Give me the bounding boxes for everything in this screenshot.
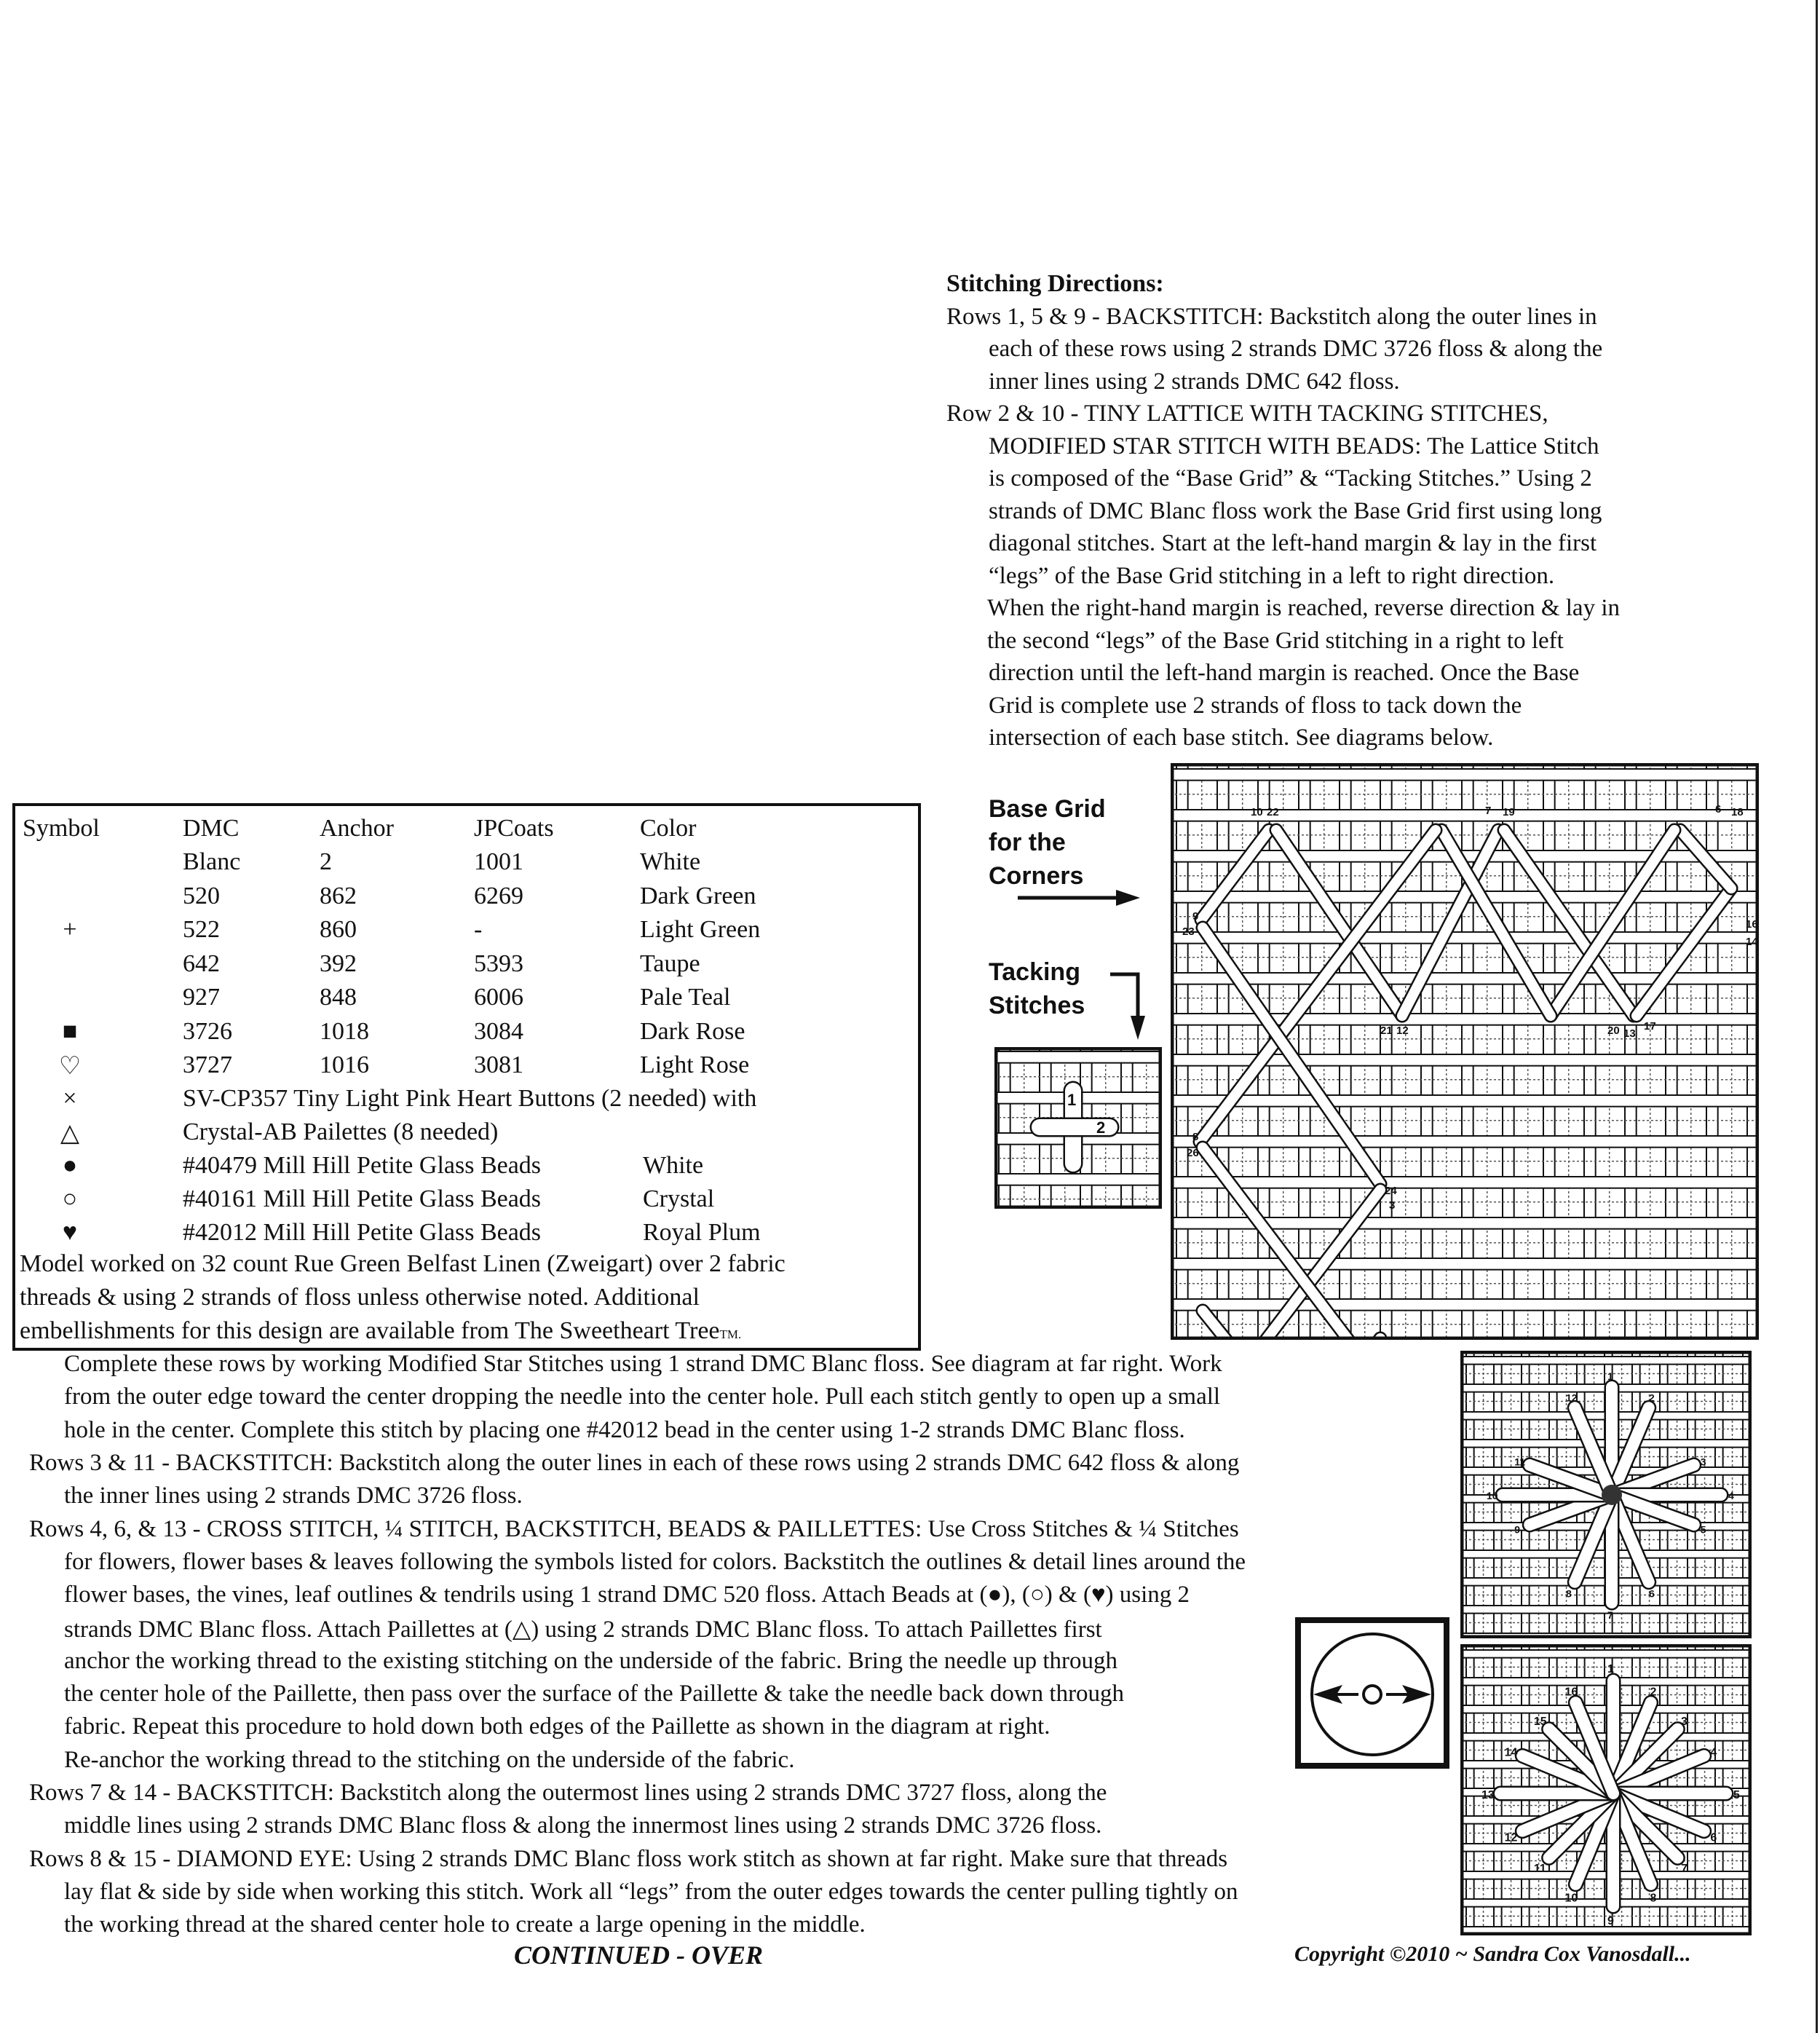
legend-color: Dark Green [640,882,756,909]
legend-symbol: ♡ [58,1053,82,1080]
header-dmc: DMC [183,815,240,842]
directions-line: MODIFIED STAR STITCH WITH BEADS: The Lattice Stitch [989,433,1599,459]
fabric-thread-horizontal [1171,1177,1759,1188]
legend-symbol: ● [62,1152,78,1179]
directions-line: the second “legs” of the Base Grid stitching in a right to left [987,627,1564,654]
stitch-number: 4 [1728,1490,1734,1501]
instruction-line: middle lines using 2 strands DMC Blanc floss & along the innermost lines using 2 strands DMC 3726 floss. [64,1812,1102,1839]
fabric-thread-vertical [1706,763,1718,1340]
copyright: Copyright ©2010 ~ Sandra Cox Vanosdall... [1294,1942,1691,1966]
stitch-number: 13 [1623,1027,1636,1040]
stitch-number: 12 [1504,1831,1518,1844]
legend-anchor: 1018 [320,1017,369,1045]
legend-symbol: ■ [62,1017,78,1045]
stitch-number: 13 [1481,1789,1495,1801]
stitch-number: 14 [1504,1746,1518,1759]
legend-color: Taupe [640,950,700,977]
legend-dmc: Blanc [183,848,241,875]
instruction-line: Complete these rows by working Modified Star Stitches using 1 strand DMC Blanc floss. See diagram at far right. Work [64,1351,1222,1377]
directions-line: Rows 1, 5 & 9 - BACKSTITCH: Backstitch along the outer lines in [946,303,1597,330]
legend-jpcoats: 3081 [474,1051,523,1078]
base-grid-label-line: for the [989,829,1066,856]
stitch-number: 22 [1267,806,1279,818]
fabric-thread-horizontal [1171,769,1759,781]
stitch-number: 5 [1733,1789,1740,1801]
base-grid-label [989,792,1106,893]
legend-symbol: △ [60,1120,80,1147]
fabric-thread-horizontal [1171,1299,1759,1311]
instruction-line: Rows 7 & 14 - BACKSTITCH: Backstitch along the outermost lines using 2 strands DMC 3727 floss, along the [29,1779,1107,1806]
stitch-number: 10 [1564,1892,1578,1905]
legend-color: White [640,848,701,875]
legend-jpcoats: 6006 [474,984,523,1011]
fabric-thread-horizontal [994,1174,1162,1185]
legend-note: Model worked on 32 count Rue Green Belfast Linen (Zweigart) over 2 fabric [20,1250,786,1277]
arrow-right-icon [1018,887,1142,909]
legend-jpcoats: 6269 [474,882,523,909]
legend-symbol: + [63,916,77,943]
legend-symbol: ♥ [62,1219,78,1246]
instruction-line: from the outer edge toward the center dropping the needle into the center hole. Pull each stitch gently to open up a small [64,1383,1221,1410]
stitch-number: 10 [1251,806,1263,818]
fabric-thread-vertical [1176,763,1188,1340]
stitch-number: 1 [1607,1663,1614,1675]
directions-line: Row 2 & 10 - TINY LATTICE WITH TACKING STITCHES, [946,400,1548,427]
legend-header [15,815,918,848]
directions-line: “legs” of the Base Grid stitching in a left to right direction. [989,562,1555,589]
base-grid-diagram [1171,763,1759,1340]
legend-jpcoats: 5393 [474,950,523,977]
legend-item-text: #40161 Mill Hill Petite Glass Beads [183,1185,542,1212]
legend-item-text: #40479 Mill Hill Petite Glass Beads [183,1152,542,1179]
legend-item-text: #42012 Mill Hill Petite Glass Beads [183,1219,542,1246]
stitch-number: 12 [1565,1391,1578,1404]
fabric-thread-horizontal [1460,1357,1752,1365]
directions-line: inner lines using 2 strands DMC 642 floss. [989,368,1400,395]
stitch-number: 21 [1380,1025,1393,1037]
diamond-eye-diagram [1460,1644,1752,1935]
legend-color: Crystal [643,1185,715,1212]
stitch-number: 4 [1710,1746,1717,1759]
stitch-number: 6 [1649,1587,1655,1600]
directions-title: Stitching Directions: [946,270,1164,297]
instruction-line: the center hole of the Paillette, then pass over the surface of the Paillette & take the needle back down through [64,1681,1125,1707]
fabric-thread-horizontal [994,1051,1162,1063]
legend-dmc: 522 [183,916,220,943]
stitch-number: 15 [1533,1715,1547,1728]
directions-line: Grid is complete use 2 strands of floss to tack down the [989,692,1522,719]
instruction-line: Re-anchor the working thread to the stitching on the underside of the fabric. [64,1746,795,1773]
header-color: Color [640,815,697,842]
legend-anchor: 862 [320,882,357,909]
stitch-number: 24 [1385,1185,1397,1197]
stitch-number: 3 [1389,1199,1396,1212]
page-edge [1816,0,1818,2033]
tacking-label-line: Stitches [989,992,1085,1019]
legend-anchor: 392 [320,950,357,977]
fabric-thread-vertical [1584,763,1596,1340]
arrow-down-icon [1110,968,1147,1041]
stitch-number: 11 [1533,1863,1546,1876]
stitch-number: 3 [1681,1715,1688,1728]
legend-dmc: 642 [183,950,220,977]
directions-line: strands of DMC Blanc floss work the Base Grid first using long [989,497,1602,524]
stitch-number: 7 [1681,1863,1688,1876]
stitching-directions [946,268,1740,754]
stitch-number: 19 [1503,806,1515,818]
stitch-number: 1 [1067,1091,1077,1109]
stitch-number: 9 [1192,910,1199,923]
legend-jpcoats: - [474,916,483,943]
legend-row [15,950,918,984]
header-symbol: Symbol [23,815,100,842]
base-grid-label-line: Corners [989,862,1084,890]
instruction-line: lay flat & side by side when working this stitch. Work all “legs” from the outer edges towards the center pulling tightly on [64,1878,1238,1905]
legend-item [15,1118,918,1152]
fabric-thread-vertical [1299,763,1310,1340]
legend-jpcoats: 3084 [474,1017,523,1045]
stitch-number: 8 [1650,1892,1657,1905]
legend-row [15,984,918,1017]
stitch-number: 12 [1396,1025,1409,1037]
legend-item [15,1085,918,1118]
tacking-stitches-label [989,955,1085,1022]
legend-anchor: 860 [320,916,357,943]
stitch-number: 6 [1710,1831,1717,1844]
legend-item [15,1152,918,1185]
legend-note: threads & using 2 strands of floss unless otherwise noted. Additional [20,1284,700,1311]
bead-icon [1602,1485,1622,1505]
legend-color: White [643,1152,704,1179]
instruction-line: fabric. Repeat this procedure to hold down both edges of the Paillette as shown in the diagram at right. [64,1713,1051,1740]
legend-symbol: ○ [62,1185,78,1212]
legend-dmc: 520 [183,882,220,909]
legend-row [15,1051,918,1085]
legend-item [15,1185,918,1219]
stitch-number: 2 [1649,1391,1655,1404]
fabric-thread-vertical [1462,763,1473,1340]
stitch-number: 20 [1607,1025,1620,1037]
legend-color: Royal Plum [643,1219,761,1246]
stitch-number: 2 [1096,1118,1106,1137]
legend-dmc: 927 [183,984,220,1011]
stitch-number: 10 [1487,1490,1498,1501]
fabric-thread-vertical [1625,763,1637,1340]
fabric-thread-horizontal [1171,1258,1759,1270]
stitch-number: 18 [1731,806,1744,818]
fabric-thread-vertical [1380,763,1392,1340]
stitch-number: 9 [1514,1523,1520,1536]
instruction-line: strands DMC Blanc floss. Attach Paillettes at (△) using 2 strands DMC Blanc floss. To attach Paillettes first [64,1616,1102,1643]
legend-anchor: 848 [320,984,357,1011]
instruction-line: the working thread at the shared center hole to create a large opening in the middle. [64,1911,866,1938]
stitch-number: 8 [1192,1131,1199,1143]
legend-row [15,1018,918,1051]
stitch-number: 26 [1187,1147,1199,1159]
instruction-line: the inner lines using 2 strands DMC 3726 floss. [64,1483,523,1509]
directions-line: intersection of each base stitch. See diagrams below. [989,725,1494,751]
directions-line: direction until the left-hand margin is reached. Once the Base [989,660,1580,686]
stitch-number: 3 [1700,1456,1706,1468]
legend-symbol: × [63,1085,77,1112]
fabric-thread-vertical [1543,763,1555,1340]
tacking-label-line: Tacking [989,958,1080,986]
instruction-line: Rows 3 & 11 - BACKSTITCH: Backstitch along the outer lines in each of these rows using 2 strands DMC 642 floss & along [29,1449,1240,1476]
legend-item-text: SV-CP357 Tiny Light Pink Heart Buttons (2 needed) with [183,1085,757,1112]
legend-anchor: 1016 [320,1051,369,1078]
header-anchor: Anchor [320,815,394,842]
legend-note-text: embellishments for this design are available from The Sweetheart Tree [20,1317,720,1344]
legend-jpcoats: 1001 [474,848,523,875]
legend-color: Dark Rose [640,1017,745,1045]
legend-note [20,1317,741,1345]
header-jpcoats: JPCoats [474,815,554,842]
fabric-thread-horizontal [1460,1650,1752,1658]
tacking-stitch-diagram [994,1047,1162,1209]
stitch-number: 1 [1607,1370,1613,1382]
stitch-number: 16 [1746,918,1758,931]
legend-dmc: 3727 [183,1051,232,1078]
legend-color: Light Green [640,916,761,943]
legend-row [15,848,918,882]
fabric-thread-horizontal [1171,1095,1759,1107]
modified-star-diagram [1460,1351,1752,1638]
stitch-number: 7 [1607,1609,1613,1621]
instruction-line: hole in the center. Complete this stitch by placing one #42012 bead in the center using 1-2 strands DMC Blanc floss. [64,1416,1185,1443]
legend-row [15,883,918,916]
legend-color: Light Rose [640,1051,750,1078]
base-grid-label-line: Base Grid [989,795,1106,823]
instruction-line: anchor the working thread to the existing stitching on the underside of the fabric. Bring the needle up through [64,1647,1118,1674]
stitch-number: 16 [1564,1686,1578,1699]
instruction-line: flower bases, the vines, leaf outlines & tendrils using 1 strand DMC 520 floss. Attach Beads at (●), (○) & (♥) using 2 [64,1582,1190,1608]
fabric-thread-horizontal [1171,932,1759,944]
fabric-thread-vertical [1340,763,1351,1340]
instruction-line: for flowers, flower bases & leaves following the symbols listed for colors. Backstitch the outlines & detail lines around the [64,1548,1246,1575]
stitch-number: 14 [1746,936,1758,948]
legend-dmc: 3726 [183,1017,232,1045]
stitch-number: 7 [1485,805,1492,817]
fabric-thread-horizontal [1171,1136,1759,1148]
trademark-mark: TM. [719,1327,742,1341]
legend-item-text: Crystal-AB Pailettes (8 needed) [183,1118,499,1145]
directions-line: When the right-hand margin is reached, reverse direction & lay in [987,595,1620,621]
stitch-number: 2 [1650,1686,1657,1699]
stitch-number: 5 [1700,1523,1706,1536]
stitch-number: 17 [1644,1020,1656,1033]
paillette-diagram [1294,1616,1450,1769]
stitch-number: 8 [1565,1587,1572,1600]
stitch-number: 23 [1182,925,1195,938]
legend-item [15,1219,918,1252]
directions-line: is composed of the “Base Grid” & “Tacking Stitches.” Using 2 [989,465,1592,492]
color-legend [12,803,921,1351]
instruction-line: Rows 4, 6, & 13 - CROSS STITCH, ¼ STITCH, BACKSTITCH, BEADS & PAILLETTES: Use Cross Stitches & ¼ Stitches [29,1515,1239,1542]
legend-row [15,916,918,950]
legend-anchor: 2 [320,848,332,875]
stitch-number: 6 [1715,803,1722,816]
directions-line: diagonal stitches. Start at the left-hand margin & lay in the first [989,530,1597,556]
directions-line: each of these rows using 2 strands DMC 3726 floss & along the [989,336,1603,362]
stitch-number: 11 [1514,1456,1526,1468]
continued-over: CONTINUED - OVER [514,1941,764,1970]
fabric-thread-vertical [1217,763,1229,1340]
instruction-line: Rows 8 & 15 - DIAMOND EYE: Using 2 strands DMC Blanc floss work stitch as shown at far right. Make sure that threads [29,1845,1228,1872]
stitch-number: 9 [1607,1915,1614,1927]
legend-color: Pale Teal [640,984,731,1011]
